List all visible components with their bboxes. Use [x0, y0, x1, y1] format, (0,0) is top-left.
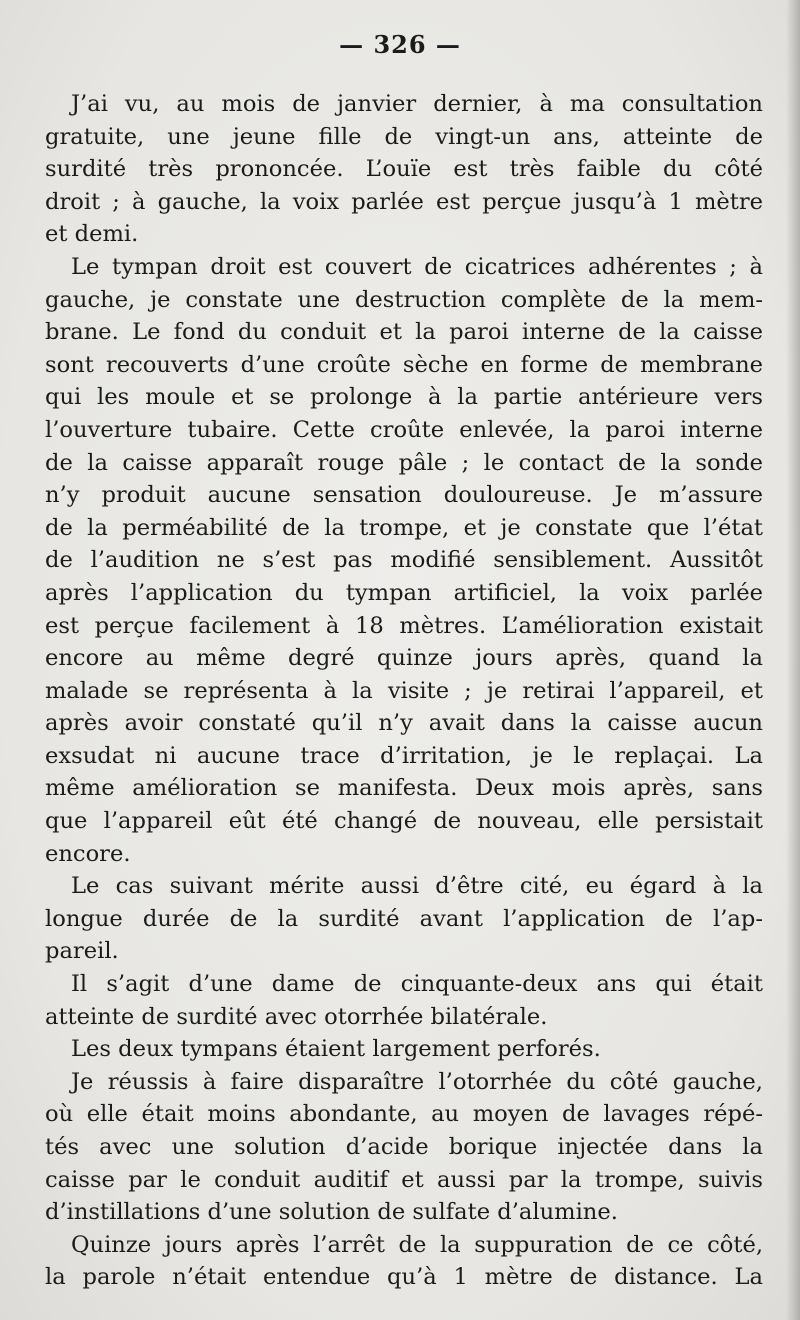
text-line: et demi. — [45, 221, 139, 248]
text-line: après l’application du tympan artificiel, la voix parlée — [45, 579, 763, 606]
text-line: pareil. — [45, 938, 119, 965]
text-line: longue durée de la surdité avant l’application de l’ap- — [45, 905, 763, 932]
text-line: après avoir constaté qu’il n’y avait dans la caisse aucun — [45, 710, 763, 737]
text-line: brane. Le fond du conduit et la paroi interne de la caisse — [45, 319, 763, 346]
text-line: Le tympan droit est couvert de cicatrices adhérentes ; à — [71, 253, 763, 280]
text-line: gauche, je constate une destruction complète de la mem- — [45, 286, 763, 313]
text-line: atteinte de surdité avec otorrhée bilatérale. — [45, 1003, 548, 1030]
text-line: droit ; à gauche, la voix parlée est perçue jusqu’à 1 mètre — [45, 188, 763, 215]
text-line: de la caisse apparaît rouge pâle ; le contact de la sonde — [45, 449, 763, 476]
text-line: encore au même degré quinze jours après, quand la — [45, 645, 763, 672]
text-line: tés avec une solution d’acide borique injectée dans la — [45, 1134, 763, 1160]
text-line: malade se représenta à la visite ; je retirai l’appareil, et — [45, 677, 763, 704]
text-line: d’instillations d’une solution de sulfate d’alumine. — [45, 1199, 618, 1226]
text-line: exsudat ni aucune trace d’irritation, je le replaçai. La — [45, 742, 763, 769]
text-line: J’ai vu, au mois de janvier dernier, à ma consultation — [71, 91, 763, 117]
text-line: Quinze jours après l’arrêt de la suppuration de ce côté, — [71, 1231, 763, 1258]
text-line: Le cas suivant mérite aussi d’être cité, eu égard à la — [71, 873, 763, 900]
text-line: la parole n’était entendue qu’à 1 mètre de distance. La — [45, 1264, 763, 1291]
text-line: gratuite, une jeune fille de vingt-un ans, atteinte de — [45, 123, 763, 150]
text-line: caisse par le conduit auditif et aussi par la trompe, suivis — [45, 1166, 763, 1193]
page-edge-shadow — [786, 0, 800, 1320]
page-number: — 326 — — [339, 30, 461, 59]
text-line: encore. — [45, 840, 131, 867]
text-line: surdité très prononcée. L’ouïe est très faible du côté — [45, 156, 763, 183]
text-line: que l’appareil eût été changé de nouveau, elle persistait — [45, 808, 763, 835]
text-line: n’y produit aucune sensation douloureuse. Je m’assure — [45, 482, 763, 509]
text-line: Les deux tympans étaient largement perforés. — [71, 1036, 601, 1063]
text-line: l’ouverture tubaire. Cette croûte enlevée, la paroi interne — [45, 416, 763, 443]
text-line: même amélioration se manifesta. Deux mois après, sans — [45, 775, 763, 802]
text-line: Je réussis à faire disparaître l’otorrhée du côté gauche, — [71, 1068, 763, 1095]
text-line: est perçue facilement à 18 mètres. L’amélioration existait — [45, 612, 763, 639]
text-line: Il s’agit d’une dame de cinquante-deux ans qui était — [71, 971, 763, 998]
text-line: de la perméabilité de la trompe, et je constate que l’état — [45, 514, 763, 541]
body-text — [45, 88, 763, 1294]
text-line: de l’audition ne s’est pas modifié sensiblement. Aussitôt — [45, 547, 763, 574]
text-line: qui les moule et se prolonge à la partie antérieure vers — [45, 384, 763, 411]
text-line: sont recouverts d’une croûte sèche en forme de membrane — [45, 351, 763, 378]
text-line: où elle était moins abondante, au moyen de lavages répé- — [45, 1101, 763, 1128]
